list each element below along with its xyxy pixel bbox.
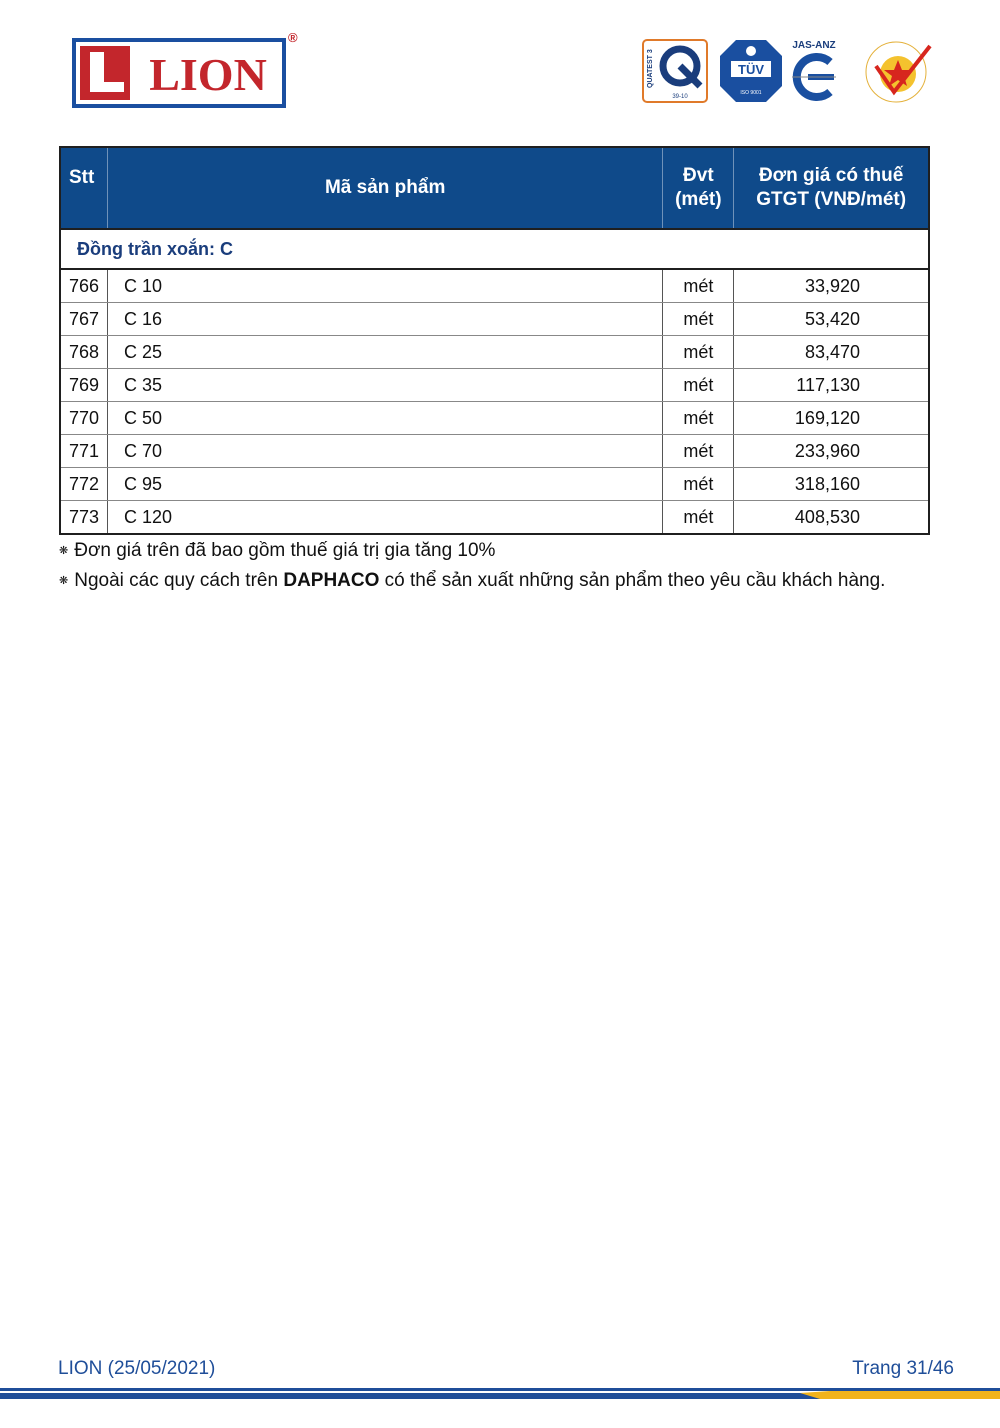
- row-price: 83,470: [734, 336, 929, 369]
- row-code: C 70: [107, 435, 662, 468]
- table-row: [60, 468, 929, 501]
- table-row: [60, 501, 929, 535]
- row-price: 169,120: [734, 402, 929, 435]
- row-stt: 770: [60, 402, 107, 435]
- col-header-unit-line2: (mét): [675, 189, 722, 210]
- col-header-price-line2: GTGT (VNĐ/mét): [756, 189, 907, 210]
- table-row: [60, 269, 929, 303]
- row-unit: mét: [663, 336, 734, 369]
- table-row: [60, 303, 929, 336]
- lion-logo: [72, 38, 286, 108]
- row-unit: mét: [663, 468, 734, 501]
- footer-stripe: [0, 1388, 1000, 1402]
- row-price: 318,160: [734, 468, 929, 501]
- row-stt: 768: [60, 336, 107, 369]
- row-stt: 772: [60, 468, 107, 501]
- registered-mark: ®: [288, 30, 298, 45]
- svg-text:ISO 9001: ISO 9001: [740, 90, 762, 96]
- section-row: [60, 229, 929, 269]
- col-header-price: [734, 147, 929, 229]
- hvnclc-badge-icon: [866, 42, 930, 102]
- table-row: [60, 369, 929, 402]
- note-custom: [59, 566, 885, 596]
- note-custom-brand: DAPHACO: [283, 570, 380, 591]
- table-row: [60, 402, 929, 435]
- footer-page-number: Trang 31/46: [852, 1358, 954, 1379]
- col-header-unit-line1: Đvt: [683, 165, 714, 186]
- row-unit: mét: [663, 435, 734, 468]
- section-title: Đồng trần xoắn: C: [60, 229, 929, 269]
- logo-wordmark: LION: [149, 49, 267, 100]
- certification-badges: [640, 36, 940, 108]
- bullet-icon: ❋: [59, 545, 69, 557]
- table-row: [60, 336, 929, 369]
- row-price: 117,130: [734, 369, 929, 402]
- quatest-badge-icon: [643, 40, 707, 102]
- row-code: C 10: [107, 269, 662, 303]
- col-header-price-line1: Đơn giá có thuế: [758, 165, 904, 186]
- col-header-unit: [663, 147, 734, 229]
- row-stt: 767: [60, 303, 107, 336]
- price-table: [59, 146, 930, 535]
- note-custom-text-1: Ngoài các quy cách trên: [74, 570, 284, 591]
- svg-text:39-10: 39-10: [672, 94, 688, 100]
- jas-anz-badge-icon: [792, 40, 836, 97]
- row-price: 53,420: [734, 303, 929, 336]
- row-code: C 95: [107, 468, 662, 501]
- row-unit: mét: [663, 501, 734, 535]
- svg-text:QUATEST 3: QUATEST 3: [647, 49, 654, 88]
- tuv-badge-icon: [720, 40, 782, 102]
- row-stt: 766: [60, 269, 107, 303]
- row-unit: mét: [663, 303, 734, 336]
- row-unit: mét: [663, 369, 734, 402]
- bullet-icon: ❋: [59, 575, 69, 587]
- table-row: [60, 435, 929, 468]
- row-stt: 771: [60, 435, 107, 468]
- row-code: C 50: [107, 402, 662, 435]
- table-header-row: [60, 147, 929, 229]
- svg-text:JAS-ANZ: JAS-ANZ: [792, 40, 836, 51]
- svg-text:TÜV: TÜV: [738, 62, 764, 77]
- col-header-stt: Stt: [60, 147, 107, 229]
- row-code: C 16: [107, 303, 662, 336]
- row-stt: 773: [69, 506, 100, 527]
- row-price: 233,960: [734, 435, 929, 468]
- row-code: C 35: [107, 369, 662, 402]
- note-custom-text-2: có thể sản xuất những sản phẩm theo yêu cầu khách hàng.: [379, 570, 886, 591]
- note-vat: [59, 536, 885, 566]
- note-vat-text: Đơn giá trên đã bao gồm thuế giá trị gia tăng 10%: [74, 540, 496, 561]
- row-price: 33,920: [734, 269, 929, 303]
- row-unit: mét: [663, 269, 734, 303]
- row-unit: mét: [663, 402, 734, 435]
- row-code: C 25: [107, 336, 662, 369]
- col-header-code: Mã sản phẩm: [107, 147, 662, 229]
- row-code: C 120: [107, 501, 662, 535]
- notes: [59, 536, 885, 596]
- footer-date: LION (25/05/2021): [58, 1358, 216, 1379]
- row-stt: 769: [60, 369, 107, 402]
- row-price: 408,530: [734, 501, 929, 535]
